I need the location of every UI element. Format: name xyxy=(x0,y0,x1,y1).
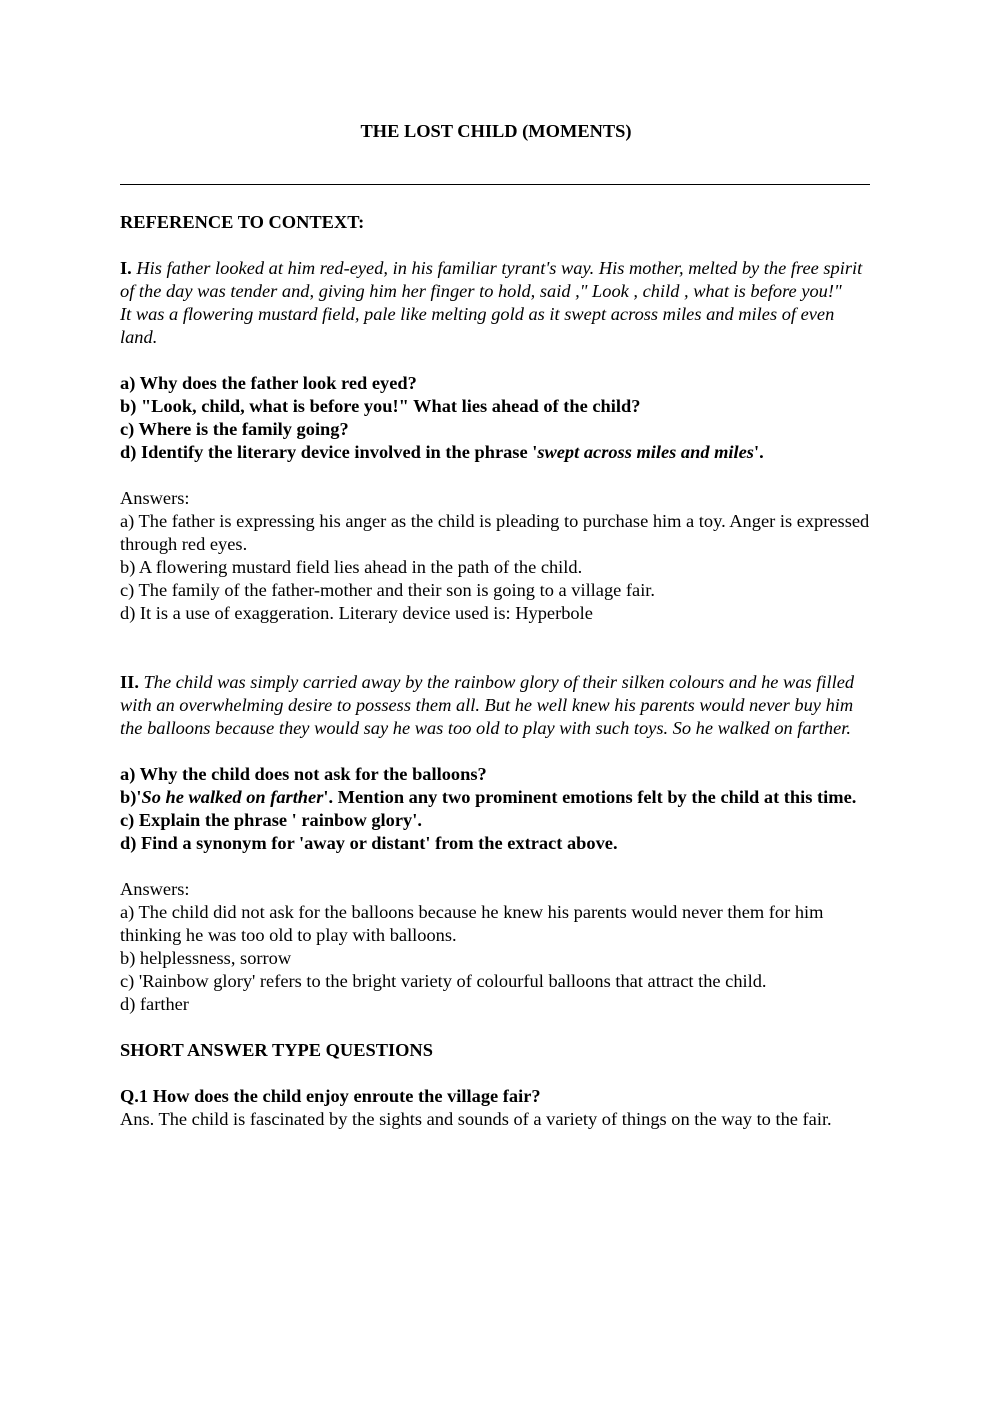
answer-1d: d) It is a use of exaggeration. Literary device used is: Hyperbole xyxy=(120,603,593,623)
answer-2b: b) helplessness, sorrow xyxy=(120,948,292,968)
question-1a: a) Why does the father look red eyed? xyxy=(120,373,417,393)
answer-2d: d) farther xyxy=(120,994,189,1014)
extract-1-text-continued: It was a flowering mustard field, pale like melting gold as it swept across miles and miles of even land. xyxy=(120,304,835,347)
short-answer-1: Ans. The child is fascinated by the sights and sounds of a variety of things on the way to the fair. xyxy=(120,1109,832,1129)
extract-2-text: The child was simply carried away by the rainbow glory of their silken colours and he was filled with an overwhelming desire to possess them all. But he well knew his parents would never buy him the balloons because they would say he was too old to play with such toys. So he walked on farther. xyxy=(120,672,855,738)
page-title: THE LOST CHILD (MOMENTS) xyxy=(360,121,632,141)
answers-1 xyxy=(120,487,872,625)
question-2d: d) Find a synonym for 'away or distant' from the extract above. xyxy=(120,833,618,853)
question-1d xyxy=(120,441,872,464)
questions-2 xyxy=(120,763,872,855)
answers-1-label: Answers: xyxy=(120,488,190,508)
question-2b xyxy=(120,786,872,809)
answers-2 xyxy=(120,878,872,1016)
answer-2c: c) 'Rainbow glory' refers to the bright variety of colourful balloons that attract the child. xyxy=(120,971,767,991)
question-1d-post: '. xyxy=(753,442,764,462)
question-1c: c) Where is the family going? xyxy=(120,419,349,439)
document-body xyxy=(120,211,872,1131)
question-2c: c) Explain the phrase ' rainbow glory'. xyxy=(120,810,422,830)
answer-1a: a) The father is expressing his anger as the child is pleading to purchase him a toy. Anger is expressed through red eyes. xyxy=(120,511,870,554)
questions-1 xyxy=(120,372,872,464)
question-1d-italic: swept across miles and miles xyxy=(537,442,754,462)
extract-2 xyxy=(120,671,872,740)
extract-1-text: His father looked at him red-eyed, in his familiar tyrant's way. His mother, melted by the free spirit of the day was tender and, giving him her finger to hold, said ," Look , child , what is before you!" xyxy=(120,258,863,301)
short-answer-heading: SHORT ANSWER TYPE QUESTIONS xyxy=(120,1040,433,1060)
question-2b-pre: b)' xyxy=(120,787,142,807)
extract-1 xyxy=(120,257,872,349)
answers-2-label: Answers: xyxy=(120,879,190,899)
reference-to-context-heading: REFERENCE TO CONTEXT: xyxy=(120,212,365,232)
question-1b: b) "Look, child, what is before you!" What lies ahead of the child? xyxy=(120,396,641,416)
answer-1c: c) The family of the father-mother and their son is going to a village fair. xyxy=(120,580,656,600)
question-2b-italic: So he walked on farther xyxy=(141,787,324,807)
question-2a: a) Why the child does not ask for the balloons? xyxy=(120,764,487,784)
extract-2-label: II. xyxy=(120,672,139,692)
question-1d-pre: d) Identify the literary device involved in the phrase ' xyxy=(120,442,538,462)
short-answer-q1 xyxy=(120,1085,872,1131)
short-question-1: Q.1 How does the child enjoy enroute the village fair? xyxy=(120,1086,541,1106)
title-divider xyxy=(120,184,870,185)
answer-2a: a) The child did not ask for the balloons because he knew his parents would never them for him thinking he was too old to play with balloons. xyxy=(120,902,824,945)
question-2b-post: '. Mention any two prominent emotions felt by the child at this time. xyxy=(323,787,857,807)
extract-1-label: I. xyxy=(120,258,132,278)
answer-1b: b) A flowering mustard field lies ahead in the path of the child. xyxy=(120,557,583,577)
